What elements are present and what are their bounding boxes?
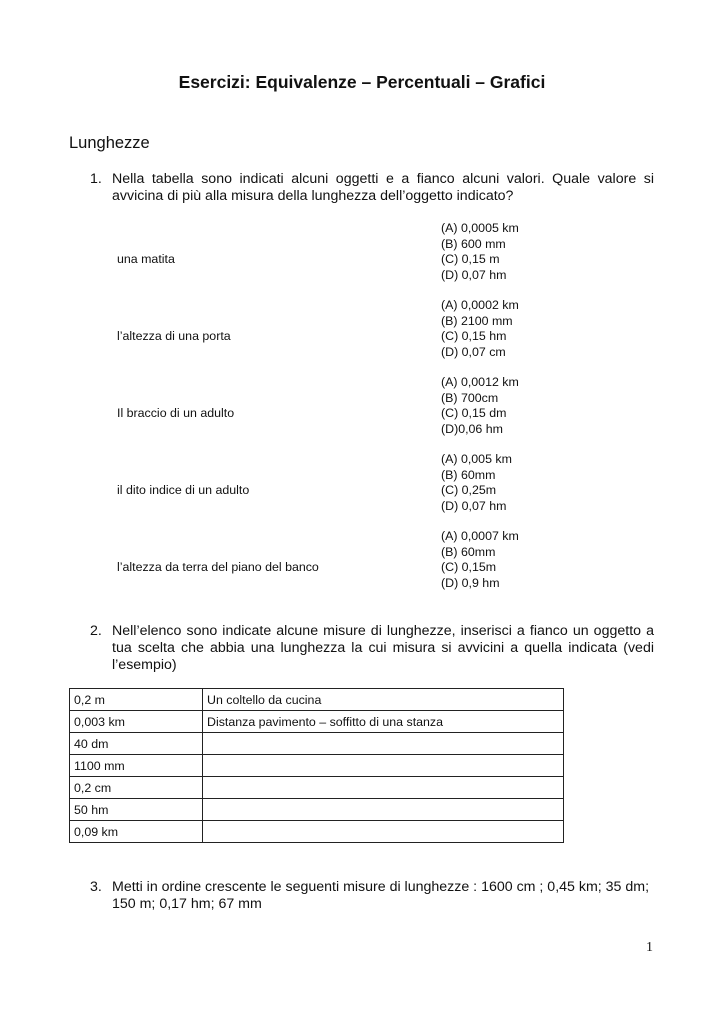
option: (C) 0,15 m — [441, 252, 500, 266]
table-row — [70, 689, 564, 711]
option: (A) 0,005 km — [441, 452, 512, 466]
question-text: Nella tabella sono indicati alcuni oggetti e a fianco alcuni valori. Quale valore si avvicina di più alla misura della lunghezza dell’oggetto indicato? — [112, 171, 654, 204]
option: (C) 0,15 dm — [441, 406, 507, 420]
options-list — [441, 529, 519, 591]
object-cell — [203, 799, 564, 821]
options-list — [441, 375, 519, 437]
options-list — [441, 221, 519, 283]
object-cell — [203, 733, 564, 755]
option: (D) 0,07 hm — [441, 267, 507, 282]
option: (D) 0,9 hm — [441, 575, 500, 590]
measure-cell: 0,2 cm — [70, 777, 203, 799]
question-number: 3. — [90, 879, 102, 895]
measure-cell: 0,09 km — [70, 821, 203, 843]
option: (A) 0,0002 km — [441, 298, 519, 312]
object-cell: Distanza pavimento – soffitto di una stanza — [203, 711, 564, 733]
options-list — [441, 298, 519, 360]
option: (C) 0,25m — [441, 483, 497, 497]
question-number: 2. — [90, 623, 102, 639]
option: (A) 0,0005 km — [441, 221, 519, 235]
option: (B) 60mm — [441, 467, 496, 482]
page-title: Esercizi: Equivalenze – Percentuali – Grafici — [178, 72, 546, 92]
item-label: l’altezza di una porta — [117, 329, 231, 343]
question-1 — [90, 171, 654, 205]
option: (D) 0,07 cm — [441, 344, 506, 359]
item-label: una matita — [117, 252, 175, 266]
measure-cell: 40 dm — [70, 733, 203, 755]
measure-cell: 1100 mm — [70, 755, 203, 777]
item-label: l’altezza da terra del piano del banco — [117, 560, 319, 574]
object-cell — [203, 821, 564, 843]
question-number: 1. — [90, 171, 102, 187]
measures-table — [69, 688, 564, 843]
option: (B) 60mm — [441, 544, 496, 559]
option: (B) 700cm — [441, 390, 499, 405]
option: (B) 2100 mm — [441, 313, 513, 328]
question-text: Nell’elenco sono indicate alcune misure di lunghezze, inserisci a fianco un oggetto a tua scelta che abbia una lunghezza la cui misura si avvicini a quella indicata (vedi l’esempio) — [112, 623, 654, 673]
measure-cell: 0,2 m — [70, 689, 203, 711]
option: (C) 0,15 hm — [441, 329, 507, 343]
option: (C) 0,15m — [441, 560, 497, 574]
question-3 — [90, 879, 654, 913]
option: (A) 0,0007 km — [441, 529, 519, 543]
item-label: il dito indice di un adulto — [117, 483, 250, 497]
table-row — [70, 777, 564, 799]
option: (B) 600 mm — [441, 236, 506, 251]
section-heading: Lunghezze — [69, 134, 150, 152]
question-2 — [90, 623, 654, 674]
option: (D) 0,07 hm — [441, 498, 507, 513]
table-row — [70, 733, 564, 755]
object-cell: Un coltello da cucina — [203, 689, 564, 711]
table-row — [70, 755, 564, 777]
options-list — [441, 452, 512, 514]
object-cell — [203, 777, 564, 799]
page-number: 1 — [646, 940, 653, 955]
measure-cell: 0,003 km — [70, 711, 203, 733]
option: (A) 0,0012 km — [441, 375, 519, 389]
table-row — [70, 711, 564, 733]
object-cell — [203, 755, 564, 777]
option: (D)0,06 hm — [441, 421, 503, 436]
question-text: Metti in ordine crescente le seguenti misure di lunghezze : 1600 cm ; 0,45 km; 35 dm; 150 m; 0,17 hm; 67 mm — [112, 879, 650, 912]
table-row — [70, 799, 564, 821]
measure-cell: 50 hm — [70, 799, 203, 821]
table-row — [70, 821, 564, 843]
item-label: Il braccio di un adulto — [117, 406, 235, 420]
